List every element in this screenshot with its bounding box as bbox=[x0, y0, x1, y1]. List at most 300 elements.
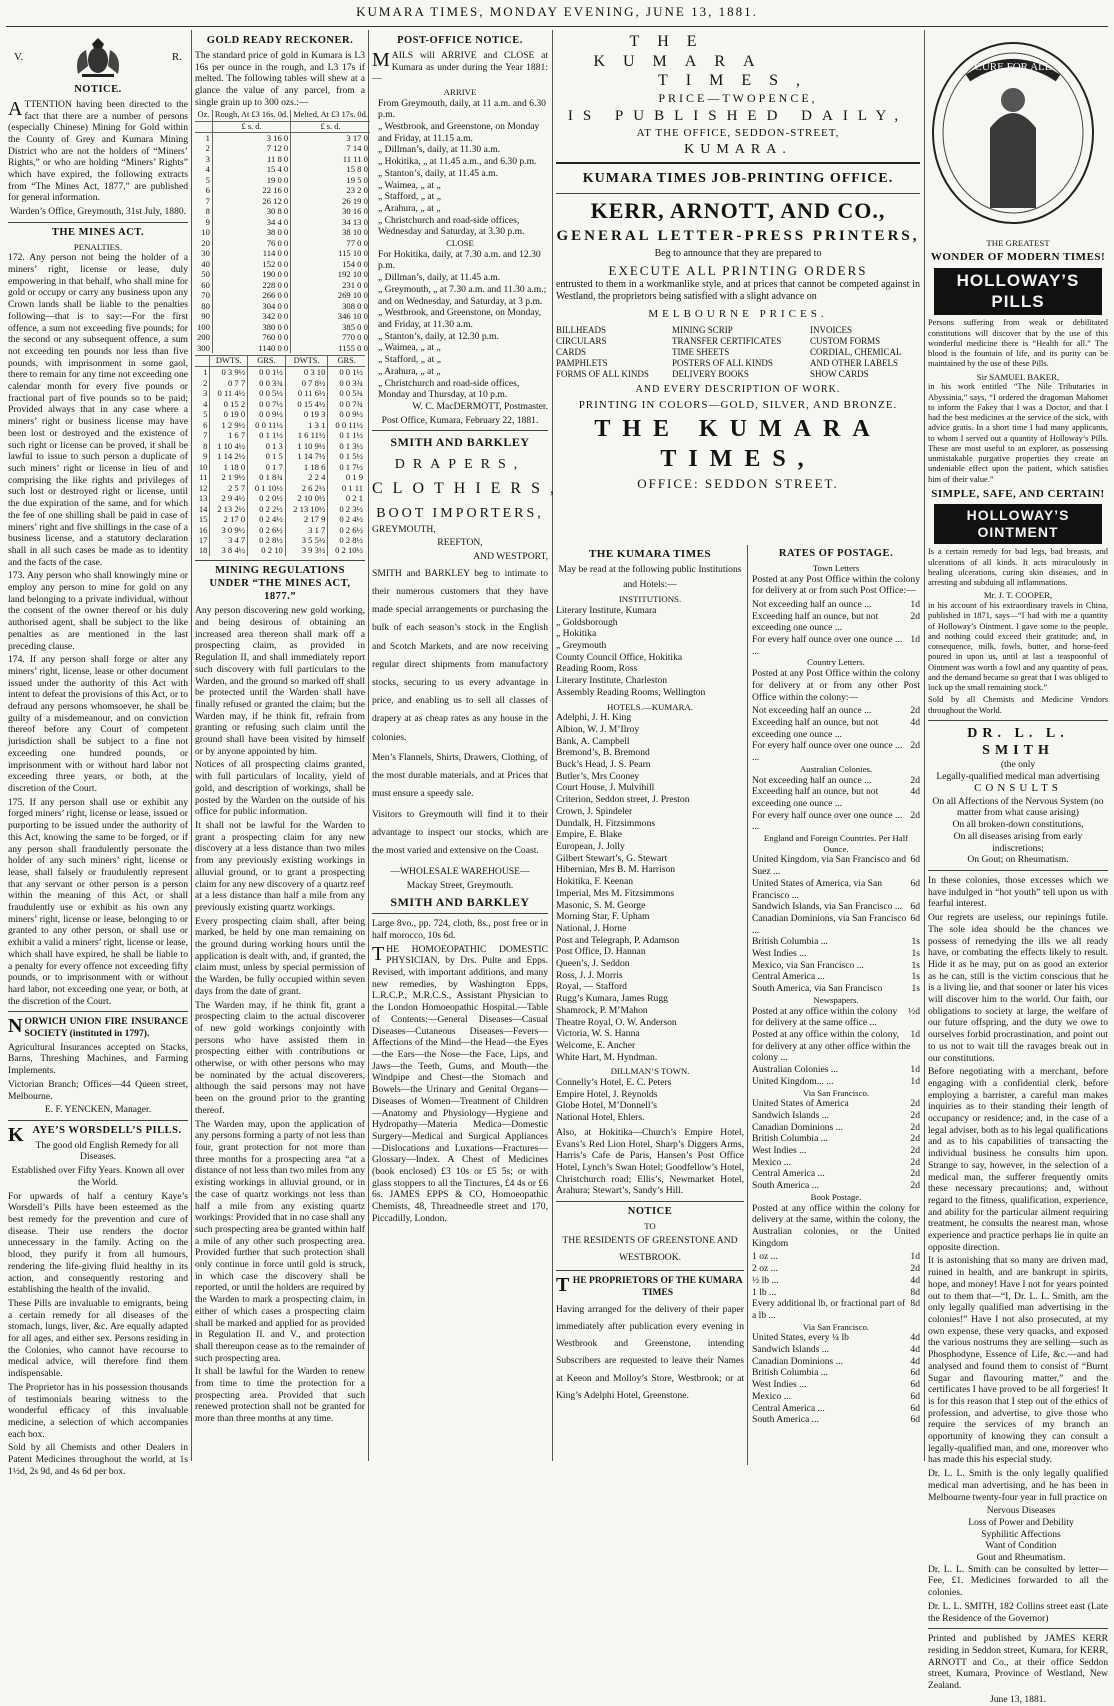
rate-label: Exceeding half an ounce, but not exceeding one ounce ... bbox=[752, 716, 879, 740]
list-item: „ Arahura, „ at „ bbox=[378, 365, 441, 377]
table-cell: 0 0 11½ bbox=[335, 419, 363, 430]
table-cell: 3 17 0 bbox=[346, 132, 368, 143]
smith-body-6: Dr. L. L. Smith can be consulted by letter—Fee, £1. Medicines forwarded to all the colonies. bbox=[928, 1563, 1108, 1599]
table-cell: 9 bbox=[195, 451, 210, 461]
rate-value: 6d bbox=[910, 1390, 920, 1402]
rate-row bbox=[752, 1275, 920, 1287]
table-row bbox=[195, 248, 370, 258]
via-sf-heading: Via San Francisco. bbox=[802, 1087, 870, 1098]
list-item: Reading Room, Ross bbox=[556, 663, 638, 675]
smith-barkley-title: SMITH AND BARKLEY bbox=[390, 435, 530, 450]
rate-value: 2d bbox=[910, 1168, 920, 1180]
post-office-title: POST-OFFICE NOTICE. bbox=[397, 35, 523, 46]
boot-importers: BOOT IMPORTERS, bbox=[376, 505, 544, 521]
table-row bbox=[195, 332, 370, 342]
postmaster-signature: W. C. MacDERMOTT, Postmaster. bbox=[412, 400, 548, 412]
table-cell: 1 14 7½ bbox=[285, 451, 328, 461]
rate-label: Canadian Dominions, via San Francisco ... bbox=[752, 912, 907, 936]
table-cell: 385 0 0 bbox=[342, 321, 368, 332]
rate-value: 4d bbox=[910, 1332, 920, 1344]
table-cell: 770 0 0 bbox=[342, 332, 368, 343]
foreign-rates bbox=[752, 854, 920, 994]
table-cell: 15 8 0 bbox=[346, 164, 368, 175]
kaye-body-4: Sold by all Chemists and other Dealers in Patent Medicines throughout the world, at 1s 1½d, 2s 9d, and 4s 6d per box. bbox=[8, 1442, 188, 1477]
holloways-pills-banner: HOLLOWAY’S PILLS bbox=[934, 268, 1102, 315]
rate-row bbox=[752, 810, 920, 833]
rate-label: Posted at any office within the colony, for delivery at any other office within the colony ... bbox=[752, 1029, 911, 1064]
regulation-2: Notices of all prospecting claims granted, with full particulars of locality, yield of gold, and description of workings, shall be posted by the Warden on the outside of his office for public information. bbox=[195, 759, 365, 818]
table-cell: 0 2 6½ bbox=[248, 525, 286, 535]
list-item: Loss of Power and Debility bbox=[968, 1516, 1074, 1528]
rate-value: 1d bbox=[910, 1251, 920, 1263]
lsd-header: £ s. d. bbox=[212, 121, 290, 132]
regulation-6: The Warden may, upon the application of any persons forming a party of not less than four, grant protection for not more than three months for a prospecting area “at a distance of not less than two miles from any existing workings in alluvial ground, or in the case of quartz workings not less than half a mile from any existing quartz workings: Provided that in no case shall any such prospecting area be granted within half a mile of any other such prospecting area. Provided further that such protection shall only continue in force until gold is struck, in which case the discovery shall be reported, or until the holders are required by the Warden to mark a prospecting claim, in either of which cases a prospecting claim shall be marked and applied for as provided in Regulation II. and V., and protection shall thereupon cease as to the remainder of such prospecting area. bbox=[195, 1118, 365, 1364]
consults-heading: CONSULTS bbox=[974, 782, 1062, 795]
rough-header: Rough, At £3 16s. 0d. bbox=[212, 110, 290, 121]
norwich-body: Agricultural Insurances accepted on Stacks, Barns, Threshing Machines, and Farming Implements. bbox=[8, 1041, 188, 1077]
country-rates bbox=[752, 705, 920, 764]
table-cell: 0 0 7¾ bbox=[339, 398, 363, 409]
table-cell: 1 bbox=[195, 132, 212, 143]
smith-body-3: Visitors to Greymouth will find it to their advantage to inspect our stocks, which are the most varied and extensive on the Coast. bbox=[372, 808, 548, 857]
table-cell: 0 1 3½ bbox=[339, 440, 363, 451]
rate-row bbox=[752, 878, 920, 901]
list-item: European, J. Jolly bbox=[556, 840, 625, 852]
newspapers-heading: Newspapers. bbox=[813, 994, 859, 1005]
rate-row bbox=[752, 971, 920, 983]
beg-announce: Beg to announce that they are prepared to bbox=[654, 248, 822, 260]
table-cell: 17 bbox=[195, 535, 210, 545]
table-cell: 0 0 5½ bbox=[248, 388, 286, 398]
column-3 bbox=[372, 32, 564, 1462]
list-item: Bremond’s, B. Bremond bbox=[556, 747, 650, 759]
table-cell: 3 16 0 bbox=[212, 132, 290, 143]
print-services-grid bbox=[556, 325, 920, 380]
table-cell: 342 0 0 bbox=[212, 311, 290, 321]
rate-label: West Indies ... bbox=[752, 1145, 807, 1157]
table-row bbox=[195, 175, 370, 185]
print-service: PAMPHLETS bbox=[556, 357, 608, 368]
rate-row bbox=[752, 936, 920, 948]
royal-crest-icon bbox=[72, 36, 124, 80]
column-rule bbox=[552, 30, 553, 1461]
rate-label: Sandwich Islands, via San Francisco ... bbox=[752, 901, 903, 913]
dillman-list bbox=[556, 1077, 744, 1124]
kaye-body-3: The Proprietor has in his possession thousands of testimonials bearing witness to the wonderful efficacy of this invaluable medicine, a selection of which accompanies each box. bbox=[8, 1381, 188, 1440]
table-cell: 0 0 1½ bbox=[339, 367, 363, 378]
rate-label: Not exceeding half an ounce ... bbox=[752, 705, 872, 717]
dr-smith-title: DR. L. L. SMITH bbox=[967, 725, 1069, 758]
list-item: Nervous Diseases bbox=[986, 1505, 1056, 1517]
list-item: From Greymouth, daily, at 11 a.m. and 6.30 p.m. bbox=[378, 97, 546, 121]
england-heading: England and Foreign Countries. Per Half Ounce. bbox=[763, 833, 909, 854]
list-item: „ Arahura, „ at „ bbox=[378, 202, 441, 214]
consults-list bbox=[928, 796, 1108, 866]
table-cell: 2 bbox=[195, 143, 212, 153]
list-item: Literary Institute, Kumara bbox=[556, 604, 657, 616]
table-cell: 13 bbox=[195, 493, 210, 503]
table-row bbox=[195, 367, 365, 378]
column-rule bbox=[191, 30, 192, 1461]
entrusted-text: entrusted to them in a workmanlike style, and at prices that cannot be competed against in Westland, the proprietors being satisfied with a slight advance on bbox=[556, 279, 920, 303]
australian-heading: Australian Colonies. bbox=[799, 763, 873, 774]
dwt-header: DWTS. bbox=[285, 355, 328, 366]
list-item: Adelphi, J. H. King bbox=[556, 712, 632, 724]
rate-label: Central America ... bbox=[752, 1402, 825, 1414]
disease-list bbox=[928, 1505, 1108, 1564]
table-cell: 190 0 0 bbox=[212, 269, 290, 279]
table-cell: 0 7 8½ bbox=[285, 378, 328, 388]
table-row bbox=[195, 399, 365, 409]
table-cell: 3 4 7 bbox=[210, 535, 248, 545]
rate-value: 6d bbox=[910, 1367, 920, 1379]
print-service: INVOICES bbox=[810, 324, 852, 335]
table-cell: 380 0 0 bbox=[212, 322, 290, 332]
list-item: Butler’s, Mrs Cooney bbox=[556, 770, 640, 782]
rate-label: Central America ... bbox=[752, 971, 825, 983]
list-item: Want of Condition bbox=[985, 1540, 1057, 1552]
rate-value: ½d bbox=[908, 1005, 920, 1017]
column-1 bbox=[8, 32, 188, 1477]
rate-label: For every half ounce over one ounce ... ... bbox=[752, 634, 903, 657]
wonder-title: WONDER OF MODERN TIMES! bbox=[930, 251, 1106, 264]
list-item: Bank, A. Campbell bbox=[556, 735, 630, 747]
table-cell: 8 bbox=[195, 206, 212, 216]
rate-value: 2d bbox=[910, 610, 920, 622]
table-cell: 34 13 0 bbox=[342, 216, 368, 227]
table-cell: 2 5 7 bbox=[210, 483, 248, 493]
column-rule bbox=[924, 30, 925, 1461]
post-office-date: Post Office, Kumara, February 22, 1881. bbox=[381, 414, 539, 426]
table-row bbox=[195, 388, 365, 398]
rate-row bbox=[752, 599, 920, 611]
rate-row bbox=[752, 1145, 920, 1157]
office-address: AT THE OFFICE, SEDDON-STREET, bbox=[636, 127, 840, 140]
kaye-body-1: For upwards of half a century Kaye’s Worsdell’s Pills have been esteemed as the best remedy for the prevention and cure of disease. Their use renders the doctor unnecessary in the family. Acting on the blood, they purify it from all humours, rendering the life-giving fluid healthy in its action, and consequently restoring and establishing the health of the invalid. bbox=[8, 1190, 188, 1296]
residents-heading: THE RESIDENTS OF GREENSTONE AND WESTBROOK. bbox=[562, 1234, 738, 1263]
table-cell: 38 10 0 bbox=[342, 227, 368, 238]
rate-label: Australian Colonies ... bbox=[752, 1064, 839, 1076]
list-item: On Gout; on Rheumatism. bbox=[967, 854, 1069, 866]
ointment-body: Is a certain remedy for bad legs, bad breasts, and ulcerations of all kinds. It acts miraculously in healing ulcerations, curing skin diseases, and in arresting and subduing all inflammations. bbox=[928, 547, 1108, 588]
every-description: AND EVERY DESCRIPTION OF WORK. bbox=[635, 383, 841, 395]
rate-row bbox=[752, 1064, 920, 1076]
rate-value: 4d bbox=[910, 1274, 920, 1286]
rate-value: 6d bbox=[910, 1402, 920, 1414]
table-row bbox=[195, 154, 370, 164]
smith-body-3: Before negotiating with a merchant, before engaging with a confidential clerk, before employing a barrister, a careful man makes inquiries as to their standing their length of occupancy or residence; and, in the case of a legal adviser, both as to his legal qualifications and as to his capabilities of transacting the individual business he consults him upon. Strange to say, however, in the selection of a medical man, the sufferer frequently omits these necessary precautions; and, without regard to the fitness, qualification, experience, and ability for the particular ailment requiring treatment, he consults the nearest man, whose experience and practice perhaps lie in quite an opposite direction. bbox=[928, 1066, 1108, 1253]
table-cell: 1 10 4½ bbox=[210, 441, 248, 451]
mining-regulations-title: MINING REGULATIONS UNDER “THE MINES ACT, 1877.” bbox=[209, 564, 351, 602]
notice-signature: Warden’s Office, Greymouth, 31st July, 1880. bbox=[9, 206, 187, 218]
table-cell: 1155 0 0 bbox=[338, 342, 368, 353]
legally-qualified: Legally-qualified medical man advertising bbox=[936, 770, 1100, 782]
rate-label: Posted at any office within the colony for delivery at the same office ... bbox=[752, 1005, 898, 1029]
country-intro: Posted at any Post Office within the colony for delivery at or from any other Post Office within the colony:— bbox=[752, 668, 920, 703]
table-cell: 15 4 0 bbox=[212, 164, 290, 174]
dwt-header: DWTS. bbox=[210, 355, 248, 366]
list-item: „ Christchurch and road-side offices, Wednesday and Saturday, at 3.30 p.m. bbox=[378, 214, 525, 238]
list-item: Ross, J. J. Morris bbox=[556, 969, 623, 981]
published-daily: IS PUBLISHED DAILY, bbox=[567, 108, 909, 125]
notice-title: NOTICE. bbox=[74, 84, 122, 95]
list-item: County Council Office, Hokitika bbox=[556, 651, 683, 663]
table-cell: 0 11 6½ bbox=[285, 388, 328, 398]
rate-label: United Kingdom... ... bbox=[752, 1075, 834, 1087]
norwich-signature: E. F. YENCKEN, Manager. bbox=[44, 1104, 152, 1116]
pills-body: Persons suffering from weak or debilitated constitutions will discover that by the use of this wonderful medicine there is “Health for all.” The blood is the fountain of life, and its purity can be maintained by the use of these Pills. bbox=[928, 318, 1108, 369]
table-row bbox=[195, 185, 370, 195]
table-row bbox=[195, 196, 370, 206]
smith-body-5: Dr. L. L. Smith is the only legally qualified medical man advertising, and he has been in Melbourne twenty-four year in full practice on bbox=[928, 1468, 1108, 1503]
list-item: Hokitika, F. Keenan bbox=[556, 876, 634, 888]
regulation-5: The Warden may, if he think fit, grant a prospecting claim to the actual discoverer of new gold workings conjointly with persons who have assisted them in prospecting either with contributions or otherwise, or with other persons who may be nominated by the actual discoverers, although the said persons may not have been on the ground prior to the granting thereof. bbox=[195, 999, 365, 1116]
kaye-body-2: These Pills are invaluable to emigrants, being a certain remedy for all diseases of the stomach, lungs, liver, &c. Are equally adapted for all ages, and either sex. Persons residing in the Colonies, who cannot have recourse to medical advice, will therefore find them indispensable. bbox=[8, 1297, 188, 1380]
table-cell: 18 bbox=[195, 545, 210, 555]
holloway-seal-icon bbox=[928, 38, 1098, 228]
arrive-list bbox=[372, 98, 548, 238]
rate-value: 2d bbox=[910, 1109, 920, 1121]
table-cell: 0 1 1½ bbox=[248, 430, 286, 440]
rate-value: 1s bbox=[911, 948, 920, 960]
table-row bbox=[195, 514, 365, 524]
rate-label: 1 lb ... bbox=[752, 1286, 777, 1298]
list-item: Literary Institute, Charleston bbox=[556, 675, 668, 687]
table-cell: 0 0 5¾ bbox=[339, 388, 363, 399]
table-cell: 0 7 7 bbox=[210, 378, 248, 388]
rate-label: British Columbia ... bbox=[752, 1133, 828, 1145]
homeopathic-price: Large 8vo., pp. 724, cloth, 8s., post free or in half morocco, 10s 6d. bbox=[372, 918, 548, 941]
list-item: Hibernian, Mrs B. M. Harrison bbox=[556, 864, 676, 876]
heading-times: TIMES, bbox=[658, 72, 818, 90]
rate-label: Mexico ... bbox=[752, 1390, 791, 1402]
table-cell: 0 2 0½ bbox=[248, 493, 286, 503]
list-item: „ Dillman’s, daily, at 11.30 a.m. bbox=[378, 144, 501, 156]
also-hokitika: Also, at Hokitika—Church’s Empire Hotel, Evans’s Red Lion Hotel, Sharp’s Diggers Arms, Harris’s Cafe de Paris, Hansen’s Post Office Hotel, Lynch’s Swan Hotel; Goodfellow’s Hotel, Christchurch road; Ellis’s, Newmarket Hotel, Arahura; Stewart’s, Sandy’s Hill. bbox=[556, 1126, 744, 1197]
rate-value: 8d bbox=[910, 1298, 920, 1310]
heading-the: THE bbox=[629, 33, 715, 50]
table-cell: 76 0 0 bbox=[212, 238, 290, 248]
list-item: Criterion, Seddon street, J. Preston bbox=[556, 794, 690, 806]
rate-label: 2 oz ... bbox=[752, 1263, 778, 1275]
rate-value: 6d bbox=[910, 1414, 920, 1426]
norwich-branch: Victorian Branch; Offices—44 Queen street, Melbourne. bbox=[8, 1078, 188, 1102]
rate-row bbox=[752, 1414, 920, 1426]
rate-label: Sandwich Islands ... bbox=[752, 1344, 830, 1356]
list-item: National Hotel, Ehlers. bbox=[556, 1112, 645, 1124]
cooper-body: in his account of his extraordinary travels in China, published in 1871, says—“I had with me a quantity of Holloway’s Ointment. I gave some to the people, and nothing could exceed their gratitude; and, in consequence, milk, fowls, butter, and horse-feed poured in upon us, until at last a teaspoonful of Ointment was worth a fowl and any quantity of peas, and the demand became so great that I was obliged to lock up the small remaining stock.” bbox=[928, 601, 1108, 693]
printing-colors: PRINTING IN COLORS—GOLD, SILVER, AND BRONZE. bbox=[578, 399, 898, 412]
table-cell: 7 bbox=[195, 196, 212, 206]
price: PRICE—TWOPENCE, bbox=[658, 90, 818, 105]
table-cell: 152 0 0 bbox=[212, 259, 290, 269]
reading-places bbox=[556, 545, 744, 1450]
table-cell: 0 1 5 bbox=[248, 451, 286, 461]
table-cell: 0 1 10½ bbox=[248, 483, 286, 493]
town-heading: Town Letters bbox=[812, 562, 860, 573]
print-service: TIME SHEETS bbox=[672, 346, 730, 357]
rate-row bbox=[752, 1356, 920, 1368]
rate-label: ½ lb ... bbox=[752, 1274, 779, 1286]
rate-row bbox=[752, 854, 920, 877]
list-item: Connelly’s Hotel, E. C. Peters bbox=[556, 1077, 672, 1089]
table-cell: 5 bbox=[195, 175, 212, 185]
table-cell: 1 6 11½ bbox=[285, 430, 328, 440]
table-cell: 308 0 0 bbox=[342, 300, 368, 311]
table-row bbox=[195, 451, 365, 461]
table-cell: 3 bbox=[195, 154, 212, 164]
table-cell: 90 bbox=[195, 311, 212, 321]
column-5 bbox=[928, 32, 1108, 1705]
print-service: FORMS OF ALL KINDS bbox=[556, 368, 649, 379]
rate-value: 1s bbox=[911, 971, 920, 983]
simple-safe-title: SIMPLE, SAFE, AND CERTAIN! bbox=[931, 487, 1105, 500]
rate-value: 4d bbox=[910, 786, 920, 798]
table-cell: 16 bbox=[195, 525, 210, 535]
dillman-heading: DILLMAN’S TOWN. bbox=[610, 1066, 690, 1077]
rate-label: 1 oz ... bbox=[752, 1251, 778, 1263]
table-cell: 0 0 7½ bbox=[248, 399, 286, 409]
sold-by: Sold by all Chemists and Medicine Vendors throughout the World. bbox=[928, 695, 1108, 715]
list-item: Globe Hotel, M’Donnell’s bbox=[556, 1100, 657, 1112]
print-service: AND OTHER LABELS bbox=[810, 357, 898, 368]
rate-row bbox=[752, 1133, 920, 1145]
rate-label: Central America ... bbox=[752, 1168, 825, 1180]
table-cell: 1 14 2½ bbox=[210, 451, 248, 461]
table-cell: 0 19 0 bbox=[210, 409, 248, 419]
table-cell: 15 bbox=[195, 514, 210, 524]
heading-kumara: KUMARA bbox=[593, 52, 773, 70]
rate-label: South America ... bbox=[752, 1180, 819, 1192]
norwich-title: NORWICH UNION FIRE INSURANCE SOCIETY (instituted in 1797). bbox=[8, 1015, 188, 1040]
table-cell: 0 2 10½ bbox=[335, 545, 363, 556]
table-row bbox=[195, 378, 365, 388]
table-cell: 70 bbox=[195, 290, 212, 300]
rate-value: 6d bbox=[910, 912, 920, 924]
institutions-list bbox=[556, 605, 744, 699]
town-rates bbox=[752, 599, 920, 658]
table-cell: 0 1 8¾ bbox=[248, 472, 286, 482]
table-cell: 26 19 0 bbox=[342, 195, 368, 206]
column-2 bbox=[195, 32, 368, 1462]
table-cell: 0 0 9½ bbox=[248, 409, 286, 419]
list-item: Welcome, E. Ancher bbox=[556, 1039, 636, 1051]
table-cell: 2 10 0½ bbox=[285, 493, 328, 503]
table-cell: 14 bbox=[195, 504, 210, 514]
table-cell: 0 0 1½ bbox=[248, 367, 286, 378]
table-cell: 0 1 7 bbox=[248, 462, 286, 472]
table-cell: 2 bbox=[195, 378, 210, 388]
rate-label: Exceeding half an ounce, but not exceeding one ounce ... bbox=[752, 610, 879, 634]
list-item: Dundalk, H. Fitzsimmons bbox=[556, 817, 656, 829]
rate-label: British Columbia ... bbox=[752, 1367, 828, 1379]
rate-row bbox=[752, 1006, 920, 1029]
rate-label: Every additional lb, or fractional part of a lb ... bbox=[752, 1298, 906, 1321]
rate-row bbox=[752, 1029, 920, 1064]
table-cell: 22 16 0 bbox=[212, 185, 290, 195]
table-row bbox=[195, 132, 370, 143]
rate-row bbox=[752, 1344, 920, 1356]
list-item: Masonic, S. M. George bbox=[556, 899, 646, 911]
list-item: „ Stafford, „ at „ bbox=[378, 354, 441, 366]
rate-label: South America ... bbox=[752, 1414, 819, 1426]
list-item: „ Dillman’s, daily, at 11.45 a.m. bbox=[378, 272, 501, 284]
table-cell: 115 10 0 bbox=[338, 248, 368, 259]
table-cell: 3 0 9½ bbox=[210, 525, 248, 535]
print-service: CIRCULARS bbox=[556, 335, 607, 346]
rate-value: 1d bbox=[910, 1075, 920, 1087]
issue-date: June 13, 1881. bbox=[990, 1693, 1046, 1705]
list-item: Imperial, Mrs M. Fitzsimmons bbox=[556, 887, 675, 899]
table-cell: 6 bbox=[195, 185, 212, 195]
table-row bbox=[195, 164, 370, 174]
table-cell: 0 2 2½ bbox=[248, 504, 286, 514]
rate-value: 2d bbox=[910, 1156, 920, 1168]
table-cell: 0 15 2 bbox=[210, 399, 248, 409]
rate-label: West Indies ... bbox=[752, 948, 807, 960]
table-cell: 0 19 3 bbox=[285, 409, 328, 419]
table-cell: 11 11 0 bbox=[342, 153, 368, 164]
post-office-intro: MAILS will ARRIVE and CLOSE at Kumara as under during the Year 1881:— bbox=[372, 48, 548, 85]
table-cell: 2 2 4 bbox=[285, 472, 328, 482]
rate-row bbox=[752, 775, 920, 787]
hotels-heading: HOTELS.—KUMARA. bbox=[606, 701, 693, 712]
regulation-3: It shall not be lawful for the Warden to grant a prospecting claim for any new discovery at a less distance than two miles from any previously existing workings in alluvial ground, or to grant a prospecting claim for any new discovery of a quartz reef at a less distance than half a mile from any previously existing quartz workings. bbox=[195, 820, 365, 913]
table-cell: 0 1 9 bbox=[345, 472, 363, 483]
rate-value: 2d bbox=[910, 1145, 920, 1157]
gold-reckoner-intro: The standard price of gold in Kumara is L3 16s per ounce in the rough, and L3 17s if melted. The following tables will shew at a glance the value of any parcel, from a single grain up to 300 ozs.:— bbox=[195, 49, 365, 108]
book-rates bbox=[752, 1251, 920, 1321]
table-cell: 1 2 9½ bbox=[210, 420, 248, 430]
hotels-list bbox=[556, 712, 744, 1063]
rate-row bbox=[752, 1379, 920, 1391]
table-cell: 20 bbox=[195, 238, 212, 248]
print-service: SHOW CARDS bbox=[810, 368, 869, 379]
list-item: White Hart, M. Hyndman. bbox=[556, 1051, 658, 1063]
country-heading: Country Letters. bbox=[807, 657, 865, 668]
table-row bbox=[195, 409, 365, 419]
masthead: KUMARA TIMES, MONDAY EVENING, JUNE 13, 1881. bbox=[356, 4, 758, 19]
rate-value: 2d bbox=[910, 1121, 920, 1133]
list-item: „ Greymouth bbox=[556, 640, 607, 652]
table-cell: 192 10 0 bbox=[337, 269, 368, 280]
rate-label: Canadian Dominions ... bbox=[752, 1121, 843, 1133]
table-cell: 10 bbox=[195, 462, 210, 472]
section-172: 172. Any person not being the holder of a miners’ right, license or lease, duly empowering in that behalf, who shall mine for gold or occupy or carry any business upon any Crown lands shall be liable to the penalties following—that is to say:—For the first offence, a sum not exceeding five pounds; for the second or any subsequent offence, a sum not exceeding ten pounds nor less than five pounds, with imprisonment in some gaol, there to remain for any time not exceeding one calendar month for every five pounds or fractional part of five pounds so to be paid; Provided always that in any case where a miners’ right or business license may have been lost or destroyed and the existence of such right or license can be proved, it shall be lawful to issue to such person a duplicate of such miners’ right or license in lieu of and comprising the like rights and privileges of such lost or destroyed right or license, until the due expiration of the same, and for which the fee of one shilling shall be paid in case of miners’ right and five shillings in the case of a business license, and a statutory declaration shall in all such cases be made as to identity and the facts of the case. bbox=[8, 252, 188, 568]
rate-row bbox=[752, 634, 920, 657]
table-row bbox=[195, 462, 365, 472]
table-row bbox=[195, 280, 370, 290]
homeopathic-body: THE HOMOEOPATHIC DOMESTIC PHYSICIAN, by Drs. Pulte and Epps. Revised, with important additions, and many new remedies, by Washington Epps, L.R.C.P., M.R.C.S., Assistant Physician to the London Homoeopathic Hospital.—Table of Contents:—General Diseases—Casual Diseases—Cutaneous Diseases—Fevers—Affections of the Mind—the Head—the Eyes—the Ears—the Nose—the Face, Lips, and Jaws—the Teeth, Gums, and Mouth—the Windpipe and Chest—the Stomach and Bowels—the Urinary and Genital Organs—Diseases of Women—Treatment of Children—Anatomy and Physiology—Hygiene and Hydropathy—Materia Medica—Domestic Surgery—Medical and Surgical Appliances—Dislocations and Luxations—Fractures—Glossary—Index. A Chest of Medicines (book enclosed) £3 10s or £5 5s; or with glass stoppers to all the Tinctures, £4 4s or £6 6s. JAMES EPPS & CO, Homoeopathic Chemists, 48, Threadneedle street and 170, Piccadilly, London. bbox=[372, 942, 548, 1224]
table-row bbox=[195, 322, 370, 332]
list-item: „ Hokitika, „ at 11.45 a.m., and 6.30 p.m. bbox=[378, 156, 537, 168]
rate-label: United States of America bbox=[752, 1098, 849, 1110]
kaye-title: KAYE’S WORSDELL’S PILLS. bbox=[8, 1123, 182, 1146]
arrive-heading: ARRIVE bbox=[443, 86, 477, 97]
notice-body: ATTENTION having been directed to the fact that there are a number of persons (especially Chinese) Mining for Gold within the County of Grey and Kumara Mining District who are not the holders of “Miners’ Rights,” or who are holding “Miners’ Rights” which have expired, the following extracts from “The Mines Act, 1877,” are published for general information. bbox=[8, 97, 188, 204]
table-cell: 4 bbox=[195, 399, 210, 409]
list-item: For Hokitika, daily, at 7.30 a.m. and 12.30 p.m. bbox=[378, 248, 541, 272]
rate-row bbox=[752, 786, 920, 809]
wholesale-label: —WHOLESALE WAREHOUSE— bbox=[390, 866, 530, 878]
list-item: „ Westbrook, and Greenstone, on Monday, and Friday, at 11.30 a.m. bbox=[378, 307, 542, 330]
table-cell: 154 0 0 bbox=[342, 258, 368, 269]
grs-header: GRS. bbox=[328, 355, 365, 366]
list-item: „ Goldsborough bbox=[556, 616, 618, 628]
list-item: Rugg’s Kumara, James Rugg bbox=[556, 993, 668, 1005]
rate-row bbox=[752, 948, 920, 960]
seal-text: CURE FOR ALL bbox=[974, 61, 1052, 73]
